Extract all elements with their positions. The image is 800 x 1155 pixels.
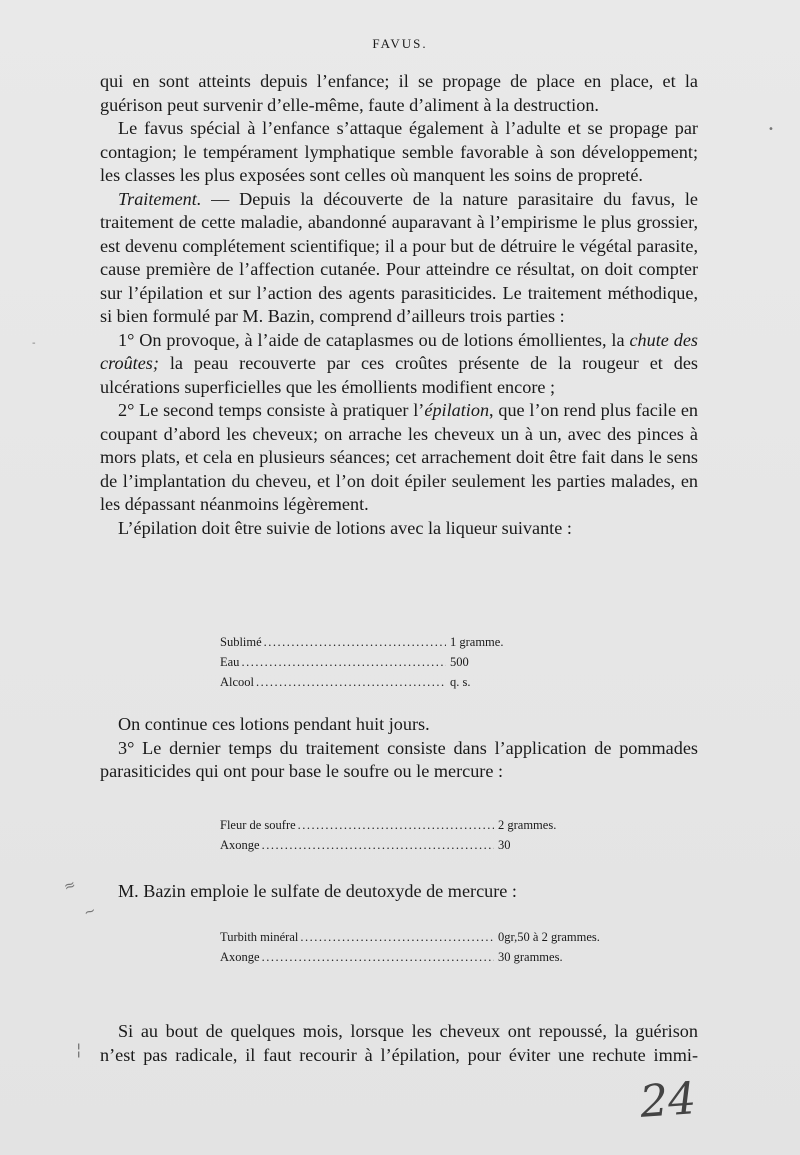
step2-emphasis: épilation bbox=[424, 400, 490, 420]
margin-speck: - bbox=[32, 338, 36, 349]
ingredient-quantity: 1 gramme. bbox=[450, 635, 504, 649]
paragraph-step-3: 3° Le dernier temps du traitement consiste dans l’application de pommades parasiticides qui ont pour base le soufre ou le mercure : bbox=[100, 737, 698, 781]
formula-row bbox=[220, 632, 532, 652]
formula-row bbox=[220, 835, 582, 855]
paragraph-step-2 bbox=[100, 399, 698, 517]
ingredient-quantity: 2 grammes. bbox=[498, 818, 557, 832]
paragraph-continuation: qui en sont atteints depuis l’enfance; il se propage de place en place, et la guérison peut survenir d’elle-même, faute d’aliment à la destruction. bbox=[100, 71, 698, 115]
leader-dots bbox=[241, 652, 446, 672]
step1-emphasis: chute des croûtes; bbox=[100, 329, 698, 373]
running-head: FAVUS. bbox=[372, 36, 428, 51]
paragraph-bazin: M. Bazin emploie le sulfate de deutoxyde de mercure : bbox=[118, 881, 517, 901]
step1-start: 1° On provoque, à l’aide de cataplasmes ou de lotions émollientes, la bbox=[118, 329, 630, 350]
ingredient-quantity: 0gr,50 à 2 grammes. bbox=[498, 930, 600, 944]
ingredient-quantity: 500 bbox=[450, 655, 469, 669]
ingredient-quantity: q. s. bbox=[450, 675, 471, 689]
traitement-text: — Depuis la découverte de la nature parasitaire du favus, le traitement de cette maladie, abandonné auparavant à l’empirisme le plus grossier, est devenu complétement scientifique; il a pour but de détruire le végétal parasite, cause première de l’affection cutanée. Pour atteindre ce résultat, on doit compter sur l’épilation et sur l’action des agents parasiticides. Le traitement méthodique, si bien formulé par M. Bazin, comprend d’ailleurs trois parties : bbox=[100, 188, 698, 326]
text-block-final bbox=[100, 1020, 698, 1067]
handwritten-folio-number: 24 bbox=[638, 1073, 698, 1128]
formula-lotion bbox=[220, 632, 532, 692]
step2-start: 2° Le second temps consiste à pratiquer l’ bbox=[118, 400, 425, 420]
step1-end: la peau recouverte par ces croûtes présente de la rougeur et des ulcérations superficielles que les émollients modifient encore ; bbox=[100, 353, 698, 397]
ingredient-name: Eau bbox=[220, 655, 240, 669]
text-block-upper bbox=[100, 70, 698, 540]
margin-speck: ¦ bbox=[76, 1040, 82, 1059]
leader-dots bbox=[264, 632, 446, 652]
paragraph-step-1 bbox=[100, 329, 698, 400]
paragraph-continue: On continue ces lotions pendant huit jours. bbox=[118, 714, 430, 734]
text-block-bazin bbox=[100, 880, 698, 904]
formula-row bbox=[220, 815, 582, 835]
formula-row bbox=[220, 927, 642, 947]
leader-dots bbox=[262, 947, 494, 967]
leader-dots bbox=[300, 927, 494, 947]
formula-row bbox=[220, 652, 532, 672]
ingredient-name: Axonge bbox=[220, 838, 260, 852]
ingredient-name: Axonge bbox=[220, 950, 260, 964]
formula-row bbox=[220, 672, 532, 692]
ingredient-quantity: 30 grammes. bbox=[498, 950, 563, 964]
paragraph-traitement bbox=[100, 188, 698, 329]
ingredient-quantity: 30 bbox=[498, 838, 511, 852]
formula-row bbox=[220, 947, 642, 967]
formula-pommade-mercure bbox=[220, 927, 642, 967]
step2-end: , que l’on rend plus facile en coupant d’abord les cheveux; on arrache les cheveux un à un, avec des pinces à mors plats, et cela en plusieurs séances; cet arrachement doit être fait dans le sens de l’implantation du cheveu, et l’on doit épiler seulement les parties malades, en les dépassant néanmoins légèrement. bbox=[100, 400, 698, 514]
traitement-heading: Traitement. bbox=[118, 188, 202, 209]
margin-speck: • bbox=[768, 124, 774, 135]
margin-mark: ~ bbox=[81, 902, 99, 922]
paragraph-lotion-intro: L’épilation doit être suivie de lotions avec la liqueur suivante : bbox=[118, 517, 572, 538]
margin-mark: ≈ bbox=[61, 876, 79, 896]
ingredient-name: Alcool bbox=[220, 675, 255, 689]
leader-dots bbox=[256, 672, 446, 692]
ingredient-name: Sublimé bbox=[220, 635, 262, 649]
leader-dots bbox=[298, 815, 494, 835]
paragraph-final: Si au bout de quelques mois, lorsque les cheveux ont repoussé, la guérison n’est pas radicale, il faut recourir à l’épilation, pour éviter une rechute immi- bbox=[100, 1021, 698, 1065]
ingredient-name: Turbith minéral bbox=[220, 930, 299, 944]
ingredient-name: Fleur de soufre bbox=[220, 818, 296, 832]
leader-dots bbox=[262, 835, 494, 855]
formula-pommade-soufre bbox=[220, 815, 582, 855]
text-block-middle bbox=[100, 713, 698, 784]
paragraph-contagion: Le favus spécial à l’enfance s’attaque également à l’adulte et se propage par contagion; le tempérament lymphatique semble favorable à son développement; les classes les plus exposées sont celles où manquent les soins de propreté. bbox=[100, 118, 698, 185]
